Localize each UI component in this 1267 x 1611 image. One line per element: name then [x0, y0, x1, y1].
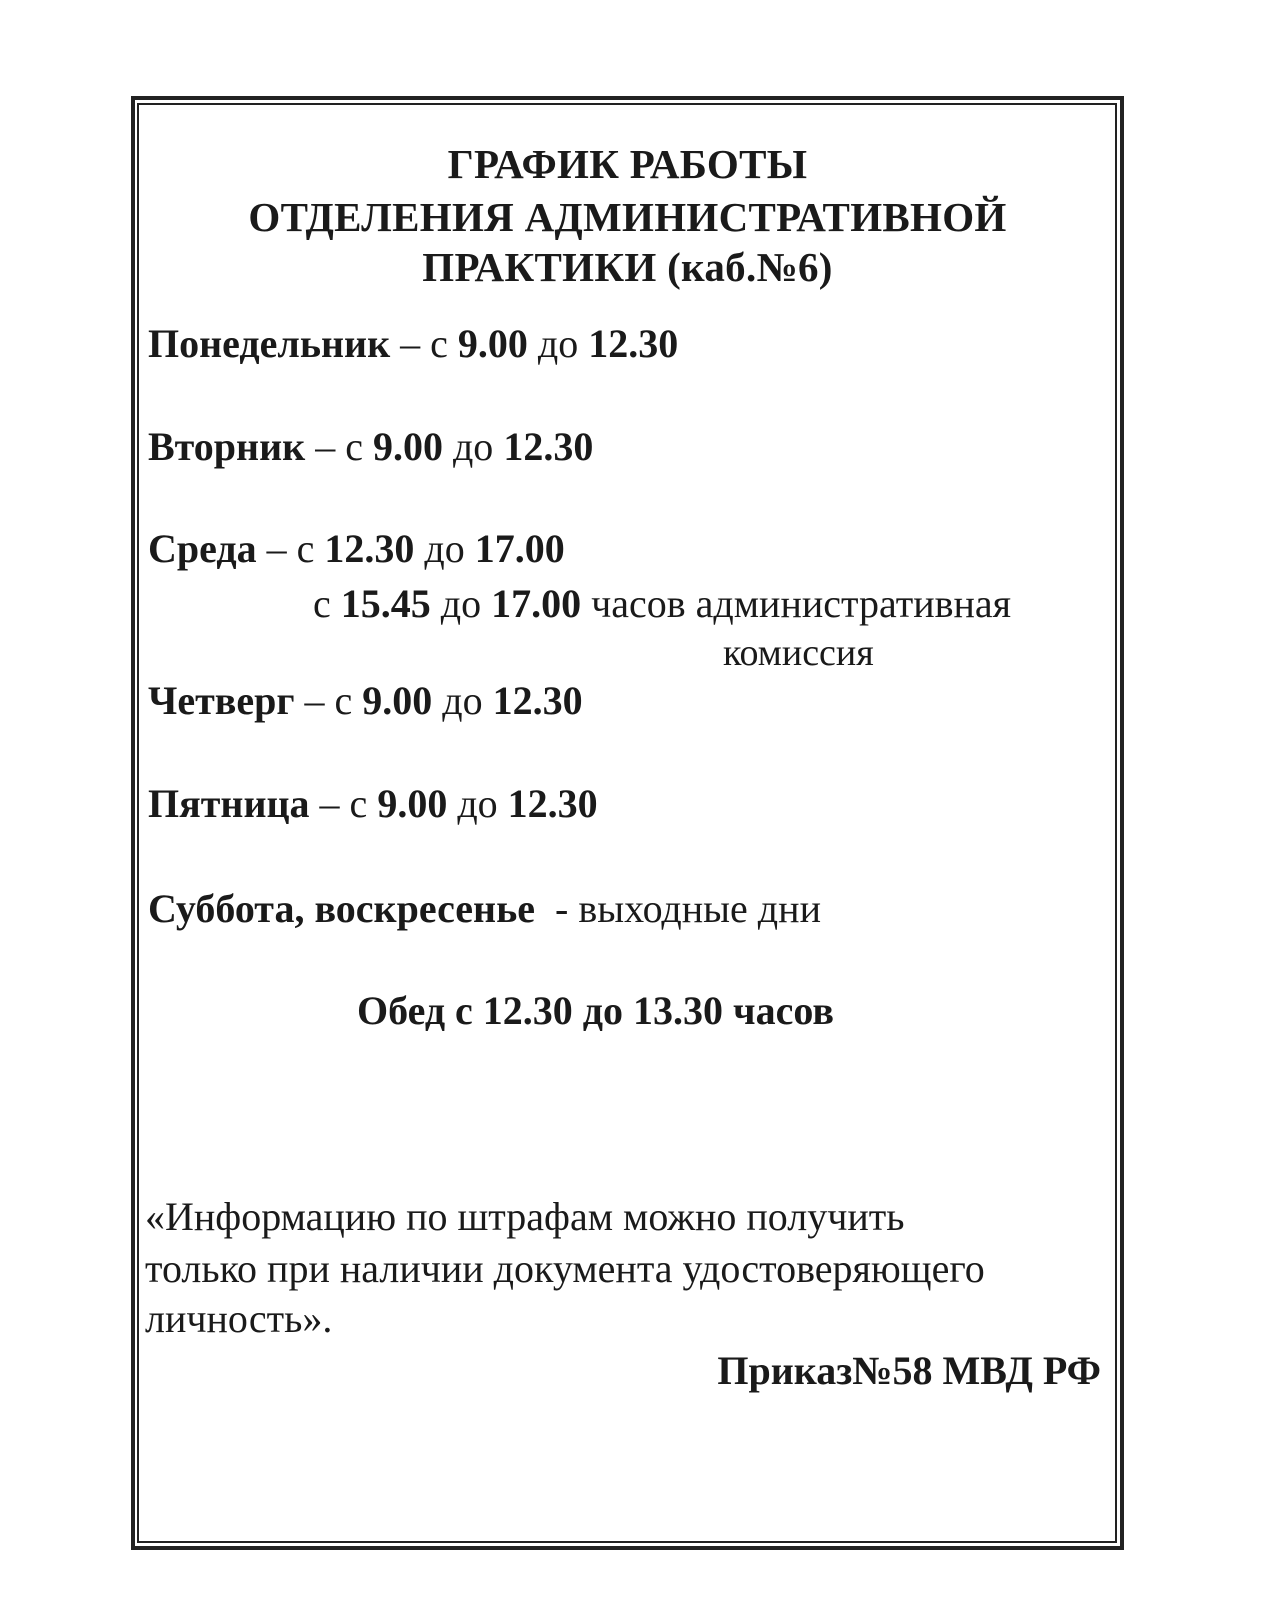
day-label: Четверг [148, 678, 295, 723]
day-label: Пятница [148, 781, 310, 826]
notice-line-1: «Информацию по штрафам можно получить [145, 1194, 905, 1239]
day-label: Среда [148, 526, 257, 571]
schedule-friday: Пятница – с 9.00 до 12.30 [148, 781, 598, 826]
schedule-wednesday-commission-cont: комиссия [723, 632, 874, 674]
schedule-wednesday: Среда – с 12.30 до 17.00 [148, 526, 565, 571]
order-reference: Приказ№58 МВД РФ [717, 1348, 1101, 1393]
notice-line-3: личность». [145, 1296, 333, 1341]
notice-line-2: только при наличии документа удостоверяющего [145, 1246, 985, 1291]
day-label: Вторник [148, 424, 306, 469]
schedule-weekend: Суббота, воскресенье - выходные дни [148, 886, 821, 931]
schedule-monday: Понедельник – с 9.00 до 12.30 [148, 321, 679, 366]
schedule-thursday: Четверг – с 9.00 до 12.30 [148, 678, 583, 723]
title-line-1: ГРАФИК РАБОТЫ [447, 141, 808, 187]
title-line-2: ОТДЕЛЕНИЯ АДМИНИСТРАТИВНОЙ [248, 194, 1007, 240]
lunch-break: Обед с 12.30 до 13.30 часов [357, 988, 834, 1033]
schedule-wednesday-commission: с 15.45 до 17.00 часов административная [313, 581, 1012, 626]
schedule-tuesday: Вторник – с 9.00 до 12.30 [148, 424, 594, 469]
day-label: Понедельник [148, 321, 391, 366]
title-line-3: ПРАКТИКИ (каб.№6) [422, 244, 833, 290]
day-label: Суббота, воскресенье [148, 886, 536, 931]
